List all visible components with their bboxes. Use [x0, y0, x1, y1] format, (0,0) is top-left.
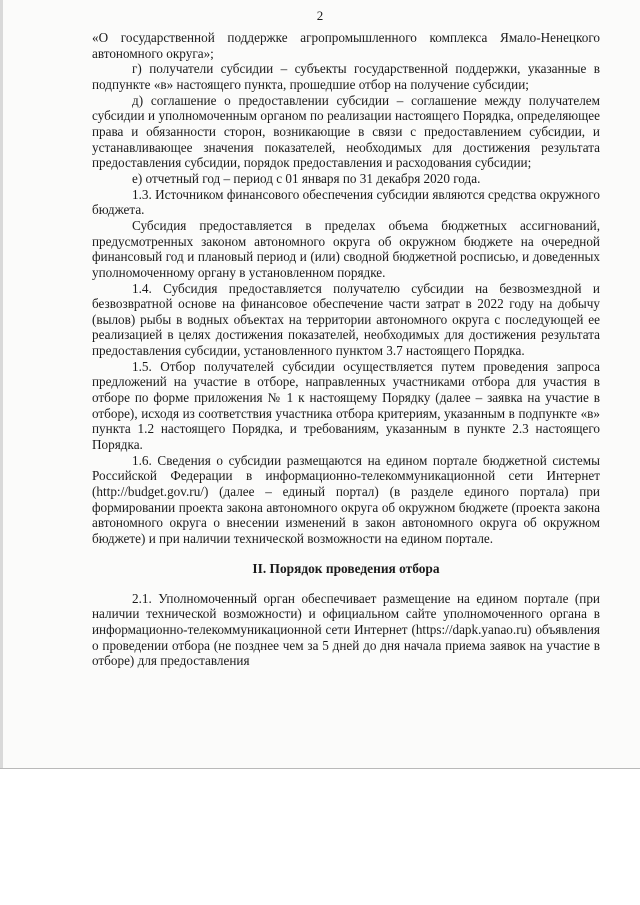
paragraph-1-5: 1.5. Отбор получателей субсидии осуществляется путем проведения запроса предложений на участие в отборе, направленных участниками отбора для участия в отборе по форме приложения № 1 к настоящему Порядку (далее – заявка на участие в отборе), исходя из соответствия участника отбора критериям, указанным в подпункте «в» пункта 1.2 настоящего Порядка, и требованиям, указанным в пункте 2.3 настоящего Порядка. — [92, 358, 600, 453]
scan-edge — [0, 0, 3, 768]
blank-area — [0, 769, 640, 905]
section-heading: II. Порядок проведения отбора — [252, 560, 440, 576]
paragraph-1-3: 1.3. Источником финансового обеспечения субсидии являются средства окружного бюджета. — [92, 186, 600, 218]
page-number: 2 — [316, 8, 324, 23]
paragraph-1-6: 1.6. Сведения о субсидии размещаются на едином портале бюджетной системы Российской Федерации в информационно-телекоммуникационной сети Интернет (http://budget.gov.ru/) (далее – единый портал) (в разделе единого портала) при формировании проекта закона автономного округа об окружном бюджете (проекта закона автономного округа о внесении изменений в закон автономного округа об окружном бюджете) и при наличии технической возможности на едином портале. — [92, 452, 600, 546]
paragraph-subsidy-limits: Субсидия предоставляется в пределах объема бюджетных ассигнований, предусмотренных законом автономного округа об окружном бюджете на очередной финансовый год и плановый период и (или) сводной бюджетной росписью, и доведенных уполномоченному органу в установленном порядке. — [92, 217, 600, 280]
paragraph-definition-g: г) получатели субсидии – субъекты государственной поддержки, указанные в подпункте «в» настоящего пункта, прошедшие отбор на получение субсидии; — [92, 61, 600, 92]
paragraph-2-1: 2.1. Уполномоченный орган обеспечивает размещение на едином портале (при наличии технической возможности) и официальном сайте уполномоченного органа в информационно-телекоммуникационной сети Интернет (https://dapk.yanao.ru) объявления о проведении отбора (не позднее чем за 5 дней до дня начала приема заявок на участие в отборе) для предоставления — [92, 590, 600, 669]
paragraph-definition-d: д) соглашение о предоставлении субсидии – соглашение между получателем субсидии и уполномоченным органом по реализации настоящего Порядка, определяющее права и обязанности сторон, возникающие в связи с предоставлением субсидии, и устанавливающее значения показателей, необходимых для достижения результата предоставления субсидии, порядок предоставления и расходования субсидии; — [92, 92, 600, 171]
paragraph-law-title-continuation: «О государственной поддержке агропромышленного комплекса Ямало-Ненецкого автономного округа»; — [92, 30, 600, 61]
document-body — [92, 30, 600, 669]
paragraph-1-4: 1.4. Субсидия предоставляется получателю субсидии на безвозмездной и безвозвратной основе на финансовое обеспечение части затрат в 2022 году на добычу (вылов) рыбы в водных объектах на территории автономного округа с последующей ее реализацией в целях достижения показателей, необходимых для достижения результата предоставления субсидии, установленного пунктом 3.7 настоящего Порядка. — [92, 280, 600, 359]
paragraph-definition-e: е) отчетный год – период с 01 января по 31 декабря 2020 года. — [132, 170, 481, 186]
